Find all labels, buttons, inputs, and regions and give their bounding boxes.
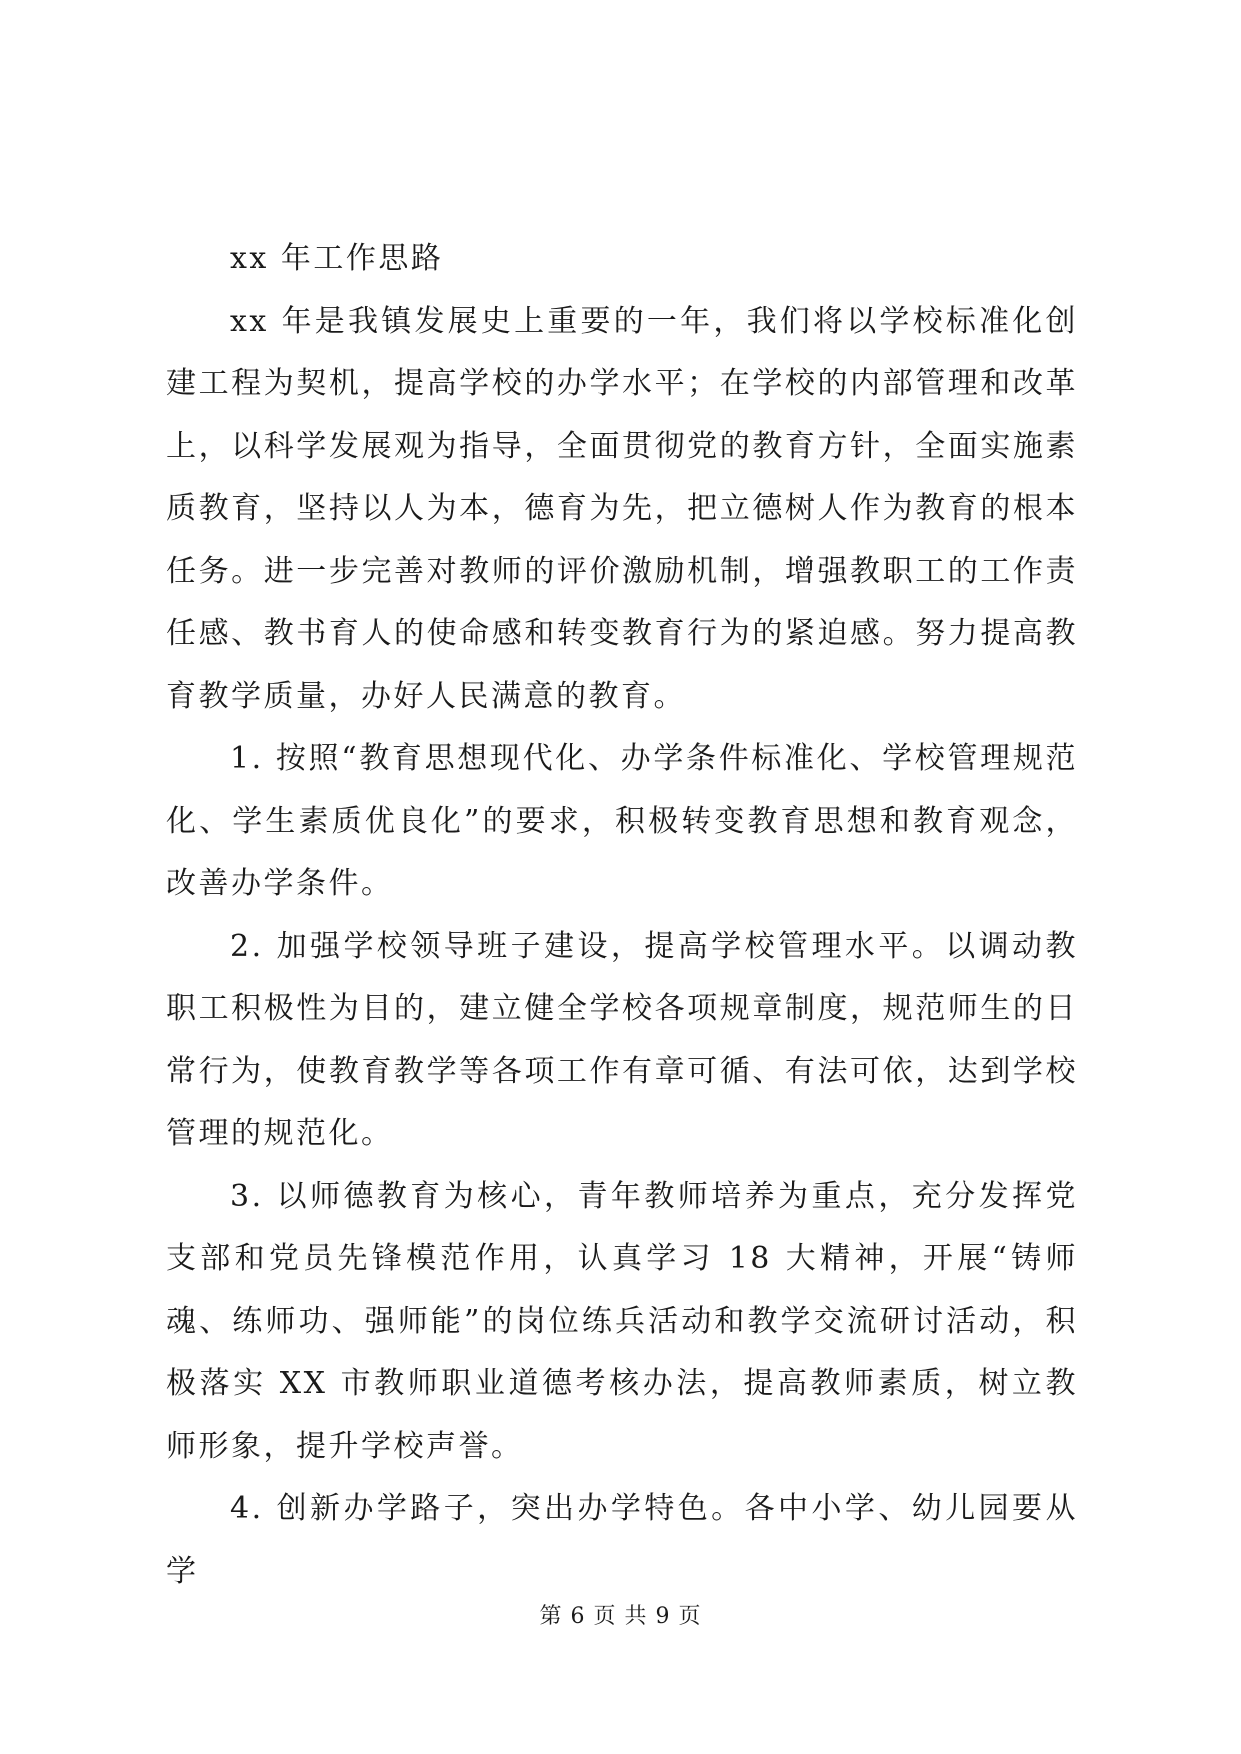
paragraph-item-4: 4. 创新办学路子，突出办学特色。各中小学、幼儿园要从学 (166, 1491, 1078, 1589)
paragraph-item-2: 2. 加强学校领导班子建设，提高学校管理水平。以调动教职工积极性为目的，建立健全学校各项规章制度，规范师生的日常行为，使教育教学等各项工作有章可循、有法可依，达到学校管理的规范化。 (166, 928, 1078, 1151)
document-body (166, 228, 1078, 1603)
paragraph-item-1: 1. 按照“教育思想现代化、办学条件标准化、学校管理规范化、学生素质优良化”的要求，积极转变教育思想和教育观念，改善办学条件。 (166, 741, 1078, 901)
section-heading: xx 年工作思路 (230, 241, 444, 276)
paragraph-intro: xx 年是我镇发展史上重要的一年，我们将以学校标准化创建工程为契机，提高学校的办学水平；在学校的内部管理和改革上，以科学发展观为指导，全面贯彻党的教育方针，全面实施素质教育，坚持以人为本，德育为先，把立德树人作为教育的根本任务。进一步完善对教师的评价激励机制，增强教职工的工作责任感、教书育人的使命感和转变教育行为的紧迫感。努力提高教育教学质量，办好人民满意的教育。 (166, 303, 1078, 714)
paragraph-item-3: 3. 以师德教育为核心，青年教师培养为重点，充分发挥党支部和党员先锋模范作用，认真学习 18 大精神，开展“铸师魂、练师功、强师能”的岗位练兵活动和教学交流研讨活动，积极落实 XX 市教师职业道德考核办法，提高教师素质，树立教师形象，提升学校声誉。 (166, 1178, 1078, 1464)
page-number-footer: 第 6 页 共 9 页 (539, 1604, 702, 1629)
